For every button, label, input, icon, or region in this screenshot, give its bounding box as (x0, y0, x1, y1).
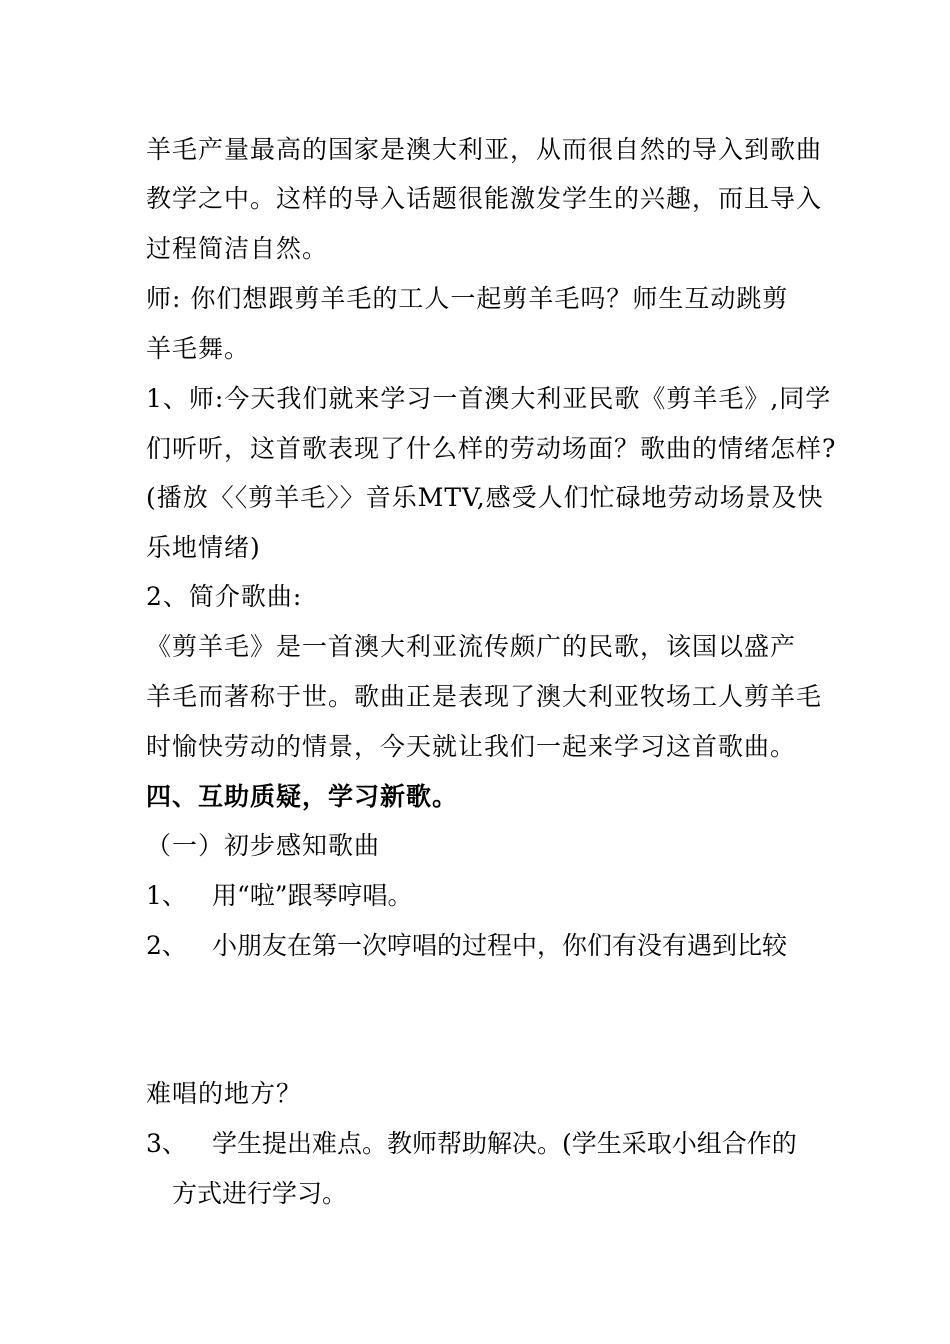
body-line: 师: 你们想跟剪羊毛的工人一起剪羊毛吗？师生互动跳剪 (146, 284, 789, 313)
body-line: 乐地情绪) (146, 533, 261, 562)
item-text: 学生提出难点。教师帮助解决。(学生采取小组合作的 (212, 1129, 797, 1158)
body-line: (播放〈〈剪羊毛〉〉音乐MTV,感受人们忙碌地劳动场景及快 (146, 483, 824, 512)
item-text: 用“啦”跟琴哼唱。 (212, 881, 413, 910)
body-line: 羊毛产量最高的国家是澳大利亚，从而很自然的导入到歌曲 (146, 135, 823, 164)
body-line: 过程简洁自然。 (146, 234, 329, 263)
item-text-continued: 方式进行学习。 (172, 1179, 348, 1208)
body-line: 教学之中。这样的导入话题很能激发学生的兴趣，而且导入 (146, 184, 823, 213)
body-line: 时愉快劳动的情景，今天就让我们一起来学习这首歌曲。 (146, 732, 797, 761)
subheading: （一）初步感知歌曲 (146, 831, 381, 860)
body-line: 《剪羊毛》是一首澳大利亚流传颇广的民歌，该国以盛产 (146, 632, 797, 661)
body-line: 1、师:今天我们就来学习一首澳大利亚民歌《剪羊毛》,同学 (146, 384, 832, 413)
item-number: 2、 (146, 931, 187, 960)
item-number: 1、 (146, 881, 187, 910)
item-number: 3、 (146, 1129, 187, 1158)
section-heading: 四、互助质疑，学习新歌。 (146, 782, 459, 811)
body-line: 2、简介歌曲: (146, 582, 303, 611)
body-line: 难唱的地方？ (146, 1079, 303, 1108)
body-line: 羊毛舞。 (146, 334, 251, 363)
item-text: 小朋友在第一次哼唱的过程中，你们有没有遇到比较 (212, 931, 788, 960)
body-line: 羊毛而著称于世。歌曲正是表现了澳大利亚牧场工人剪羊毛 (146, 682, 823, 711)
body-line: 们听听，这首歌表现了什么样的劳动场面？歌曲的情绪怎样? (146, 434, 837, 463)
